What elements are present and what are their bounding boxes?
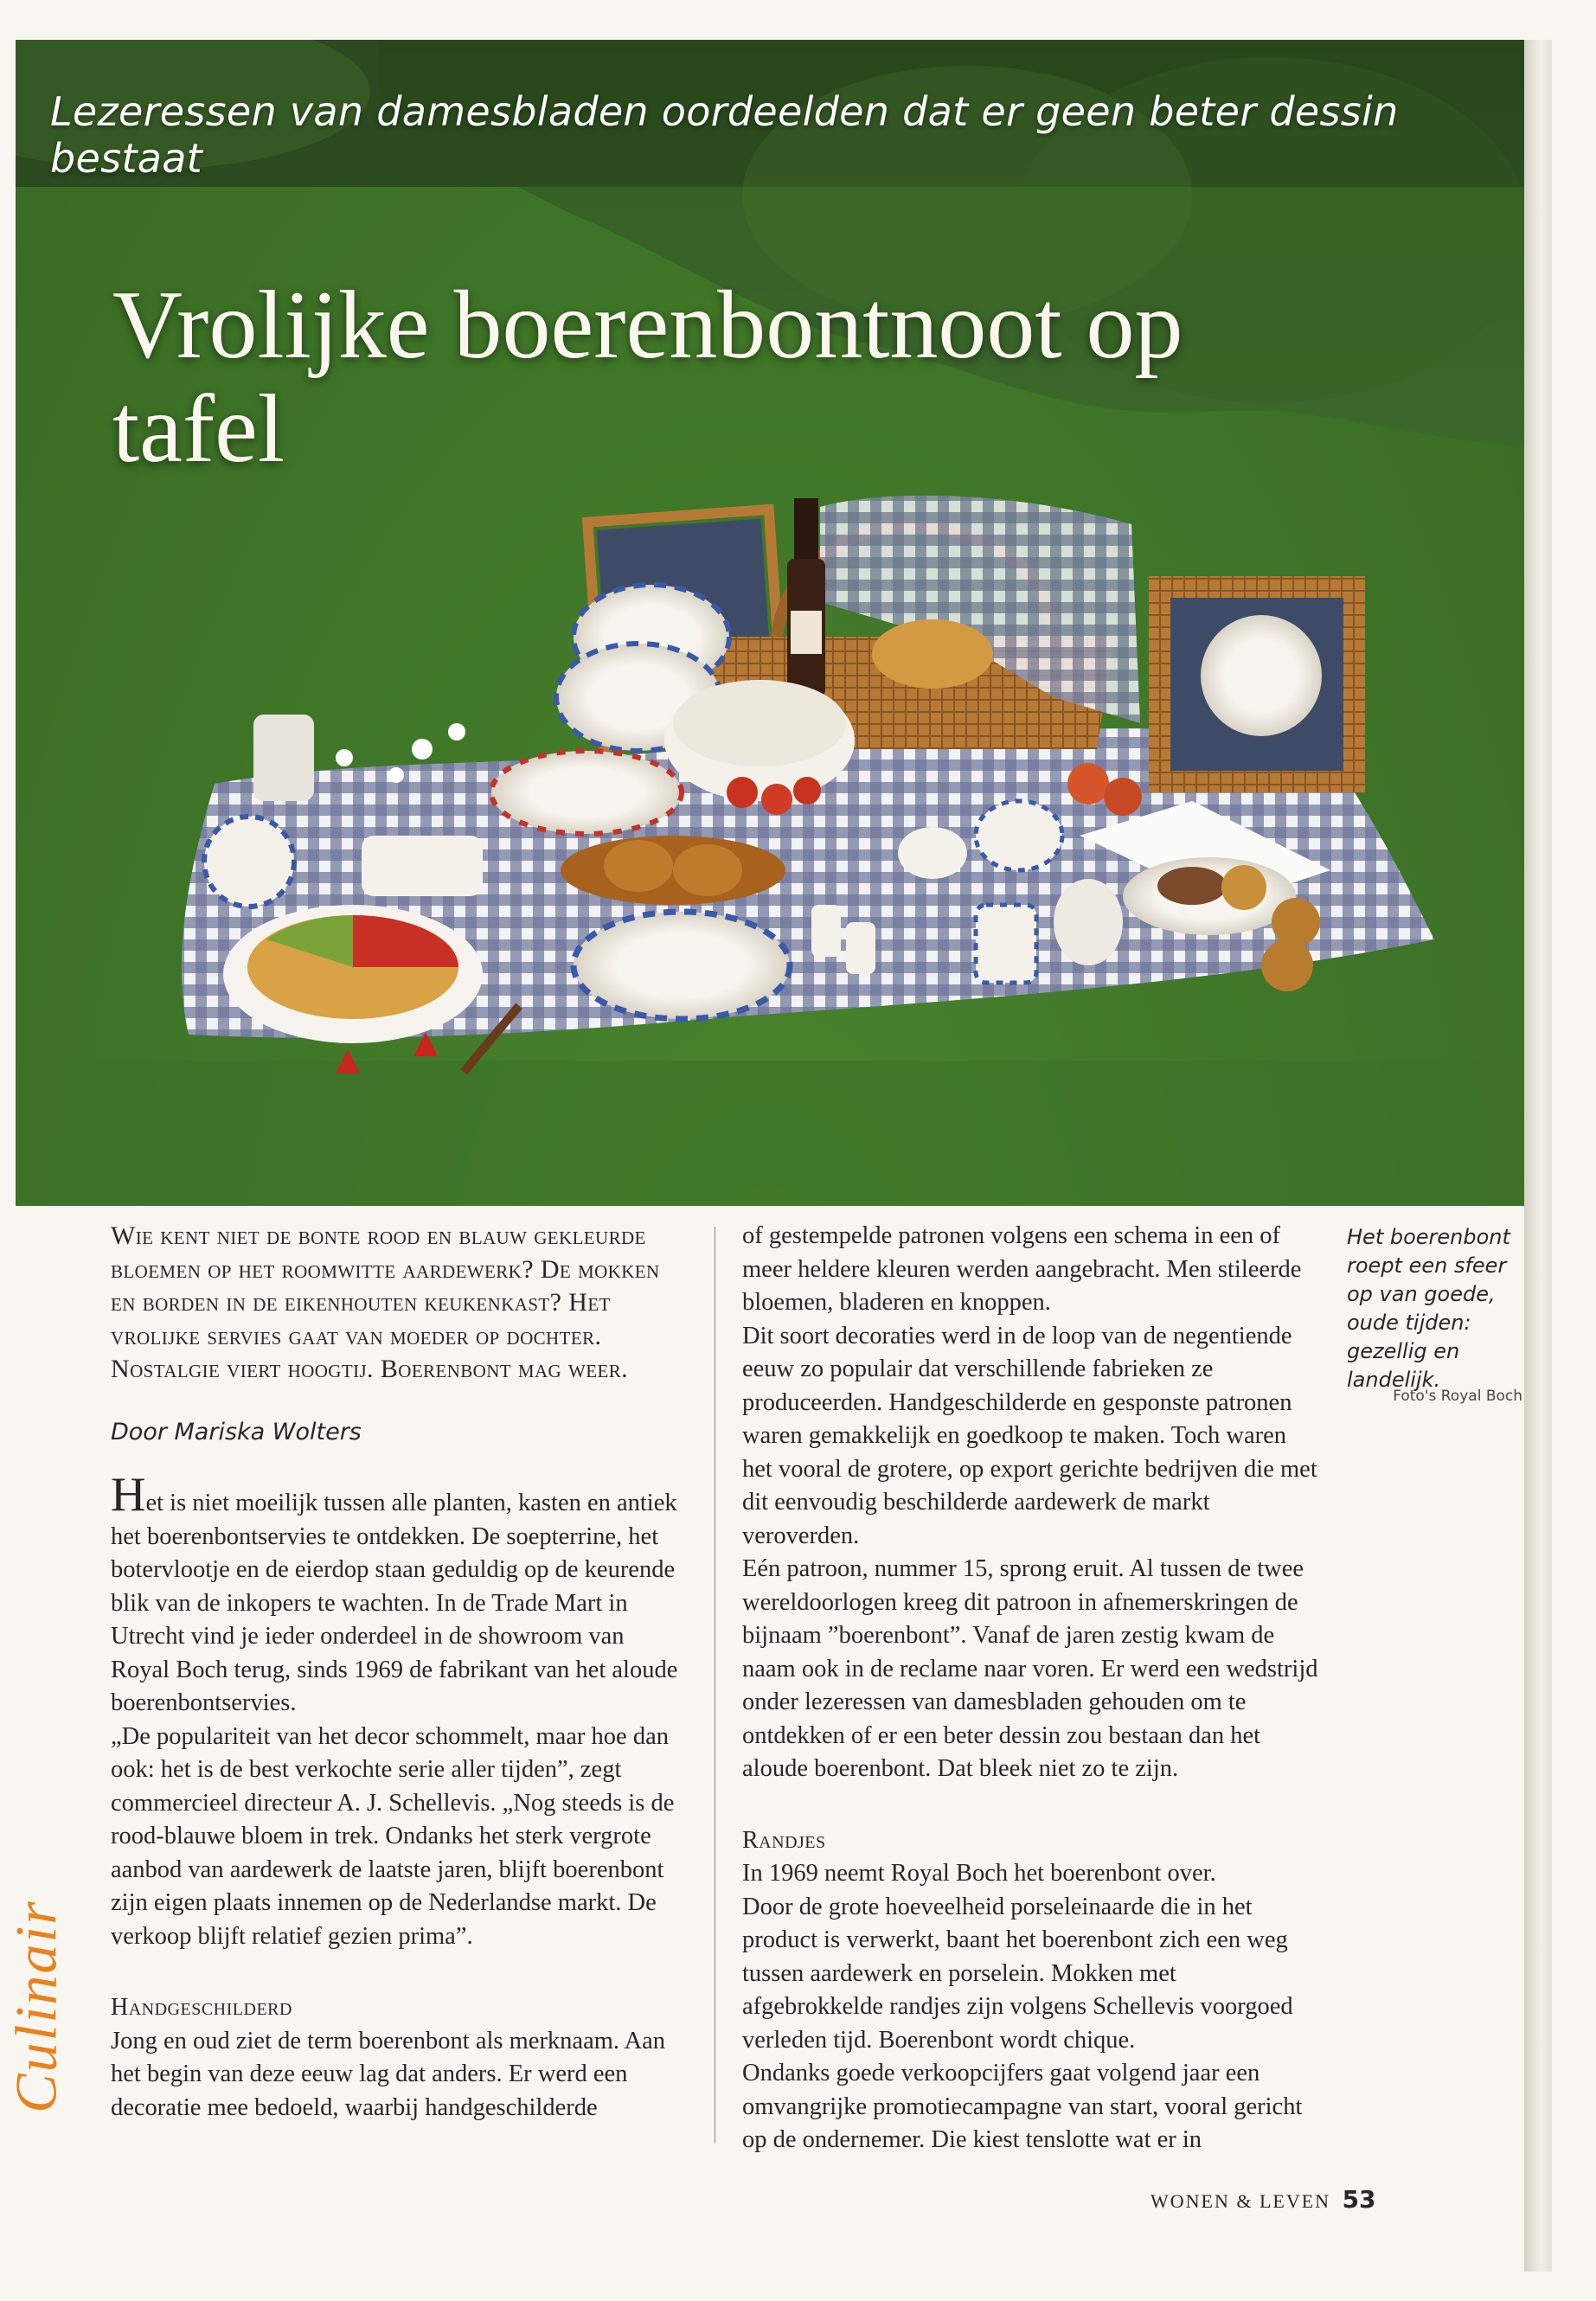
article-intro: Wie kent niet de bonte rood en blauw gekleurde bloemen op het roomwitte aardewerk? De mokken en borden in de eikenhouten keukenkast? Het vrolijke servies gaat van moeder op dochter. Nostalgie viert hoogtij. Boerenbont mag weer. [111, 1221, 660, 1383]
photo-credit: Foto's Royal Boch [1393, 1388, 1522, 1405]
section-label-text: Culinair [3, 1900, 69, 2113]
article-paragraph-9: Ondanks goede verkoopcijfers gaat volgend jaar een omvangrijke promotiecampagne van start, vooral gericht op de ondernemer. Die kiest tenslotte wat er in [742, 2060, 1303, 2153]
byline: Door Mariska Wolters [111, 1418, 362, 1445]
subhead-randjes: Randjes [742, 1826, 826, 1854]
picnic-photo-icon [16, 40, 1524, 1206]
article-paragraph-3: Jong en oud ziet de term boerenbont als merknaam. Aan het begin van deze eeuw lag dat anders. Er werd een decoratie mee bedoeld, waarbij handgeschilderde [111, 2027, 666, 2121]
page-title: Vrolijke boerenbontnoot op tafel [112, 272, 1183, 483]
paragraph-1-text: et is niet moeilijk tussen alle planten, kasten en antiek het boerenbontservies te ontdekken. De soepterrine, het botervlootje en de eierdop staan geduldig op de keurende blik van de inkopers te wachten. In de Trade Mart in Utrecht vind je ieder onderdeel in de showroom van Royal Boch terug, sinds 1969 de fabrikant van het aloude boerenbontservies. [111, 1490, 678, 1716]
article-column-1 [111, 1220, 682, 2125]
article-paragraph-8: Door de grote hoeveelheid porseleinaarde die in het product is verwerkt, baant het boerenbont zich een weg tussen aardewerk en porselein. Mokken met afgebrokkelde randjes zijn volgens Schellevis voorgoed verleden tijd. Boerenbont wordt chique. [742, 1893, 1293, 2054]
subhead-handgeschilderd: Handgeschilderd [111, 1994, 292, 2021]
magazine-name: WONEN & LEVEN [1151, 2190, 1331, 2212]
section-label [3, 1843, 69, 2154]
article-paragraph-6: Eén patroon, nummer 15, sprong eruit. Al tussen de twee wereldoorlogen kreeg dit patroon in afnemerskringen de bijnaam ”boerenbont”. Vanaf de jaren zestig kwam de naam ook in de reclame naar voren. Er werd een wedstrijd onder lezeressen van damesbladen gehouden om te ontdekken of er een beter dessin zou bestaan dan het aloude boerenbont. Dat bleek niet zo te zijn. [742, 1555, 1318, 1782]
page-number: 53 [1342, 2185, 1376, 2214]
article-paragraph-2: „De populariteit van het decor schommelt, maar hoe dan ook: het is de best verkochte serie aller tijden”, zegt commercieel directeur A. J. Schellevis. „Nog steeds is de rood-blauwe bloem in trek. Ondanks het sterk vergrote aanbod van aardewerk de laatste jaren, blijft boerenbont zijn eigen plaats innemen op de Nederlandse markt. De verkoop blijft relatief gezien prima”. [111, 1722, 675, 1950]
hero-photo [16, 40, 1524, 1206]
article-paragraph-5: Dit soort decoraties werd in de loop van de negentiende eeuw zo populair dat verschillende fabrieken ze produceerden. Handgeschilderde en gesponste patronen waren gemakkelijk en goedkoop te maken. Toch waren het vooral de grotere, op export gerichte bedrijven die met dit eenvoudig beschilderde aardewerk de markt veroverden. [742, 1322, 1317, 1549]
article-paragraph-4: of gestempelde patronen volgens een schema in een of meer heldere kleuren werden aangebracht. Men stileerde bloemen, bladeren en knoppen. [742, 1222, 1302, 1316]
photo-caption: Het boerenbont roept een sfeer op van goede, oude tijden: gezellig en landelijk. [1347, 1225, 1510, 1392]
article-paragraph-7: In 1969 neemt Royal Boch het boerenbont over. [742, 1860, 1216, 1887]
page-binding-edge [1524, 40, 1552, 2272]
article-paragraph-1 [111, 1468, 682, 1721]
drop-cap: H [111, 1468, 146, 1522]
article-column-2 [742, 1220, 1322, 2157]
hero-kicker: Lezeressen van damesbladen oordeelden dat er geen beter dessin bestaat [50, 88, 1399, 182]
page-footer [1151, 2185, 1376, 2214]
